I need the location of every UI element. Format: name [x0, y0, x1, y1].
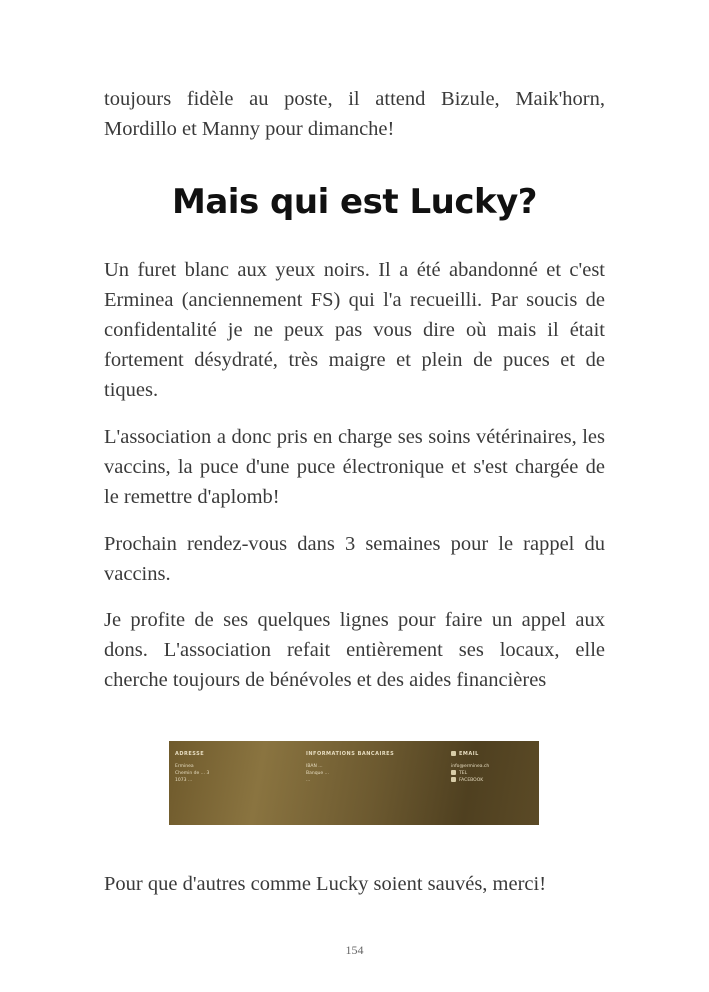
banner-address-title: ADRESSE — [175, 751, 205, 757]
facebook-icon — [451, 777, 456, 782]
banner-contact-line: info@erminea.ch — [451, 764, 490, 769]
banner-address-column — [175, 751, 209, 784]
phone-icon — [451, 770, 456, 775]
section-heading: Mais qui est Lucky? — [172, 182, 537, 222]
banner-bank-column — [306, 751, 394, 784]
banner-contact-line: FACEBOOK — [459, 778, 484, 783]
paragraph-closing: Pour que d'autres comme Lucky soient sauvés, merci! — [104, 873, 547, 895]
banner-bank-line: IBAN ... — [306, 764, 323, 769]
email-icon — [451, 751, 456, 756]
contact-banner-image — [169, 741, 539, 825]
page-number: 154 — [345, 943, 364, 957]
paragraph-donation-appeal: Je profite de ses quelques lignes pour faire un appel aux dons. L'association refait entièrement ses locaux, elle cherche toujours de bénévoles et des aides financières — [104, 609, 605, 691]
banner-bank-line: ... — [306, 778, 311, 783]
banner-address-line: 1073 ... — [175, 778, 193, 783]
paragraph-description: Un furet blanc aux yeux noirs. Il a été abandonné et c'est Erminea (anciennement FS) qui l'a recueilli. Par soucis de confidentalité je ne peux pas vous dire où mais il était fortement désydraté, très maigre et plein de puces et de tiques. — [104, 259, 605, 401]
banner-contact-column — [451, 751, 489, 784]
paragraph-continuation: toujours fidèle au poste, il attend Bizule, Maik'horn, Mordillo et Manny pour dimanche! — [104, 88, 605, 140]
banner-bank-title: INFORMATIONS BANCAIRES — [306, 751, 395, 757]
paragraph-next-appointment: Prochain rendez-vous dans 3 semaines pour le rappel du vaccins. — [104, 533, 605, 585]
banner-bank-line: Banque ... — [306, 771, 329, 776]
banner-address-line: Chemin de ... 3 — [175, 771, 210, 776]
banner-address-line: Erminea — [175, 764, 194, 769]
paragraph-care: L'association a donc pris en charge ses soins vétérinaires, les vaccins, la puce d'une puce électronique et s'est chargée de le remettre d'aplomb! — [104, 426, 605, 508]
banner-contact-line: TEL — [459, 771, 468, 776]
banner-email-title: EMAIL — [459, 751, 479, 757]
